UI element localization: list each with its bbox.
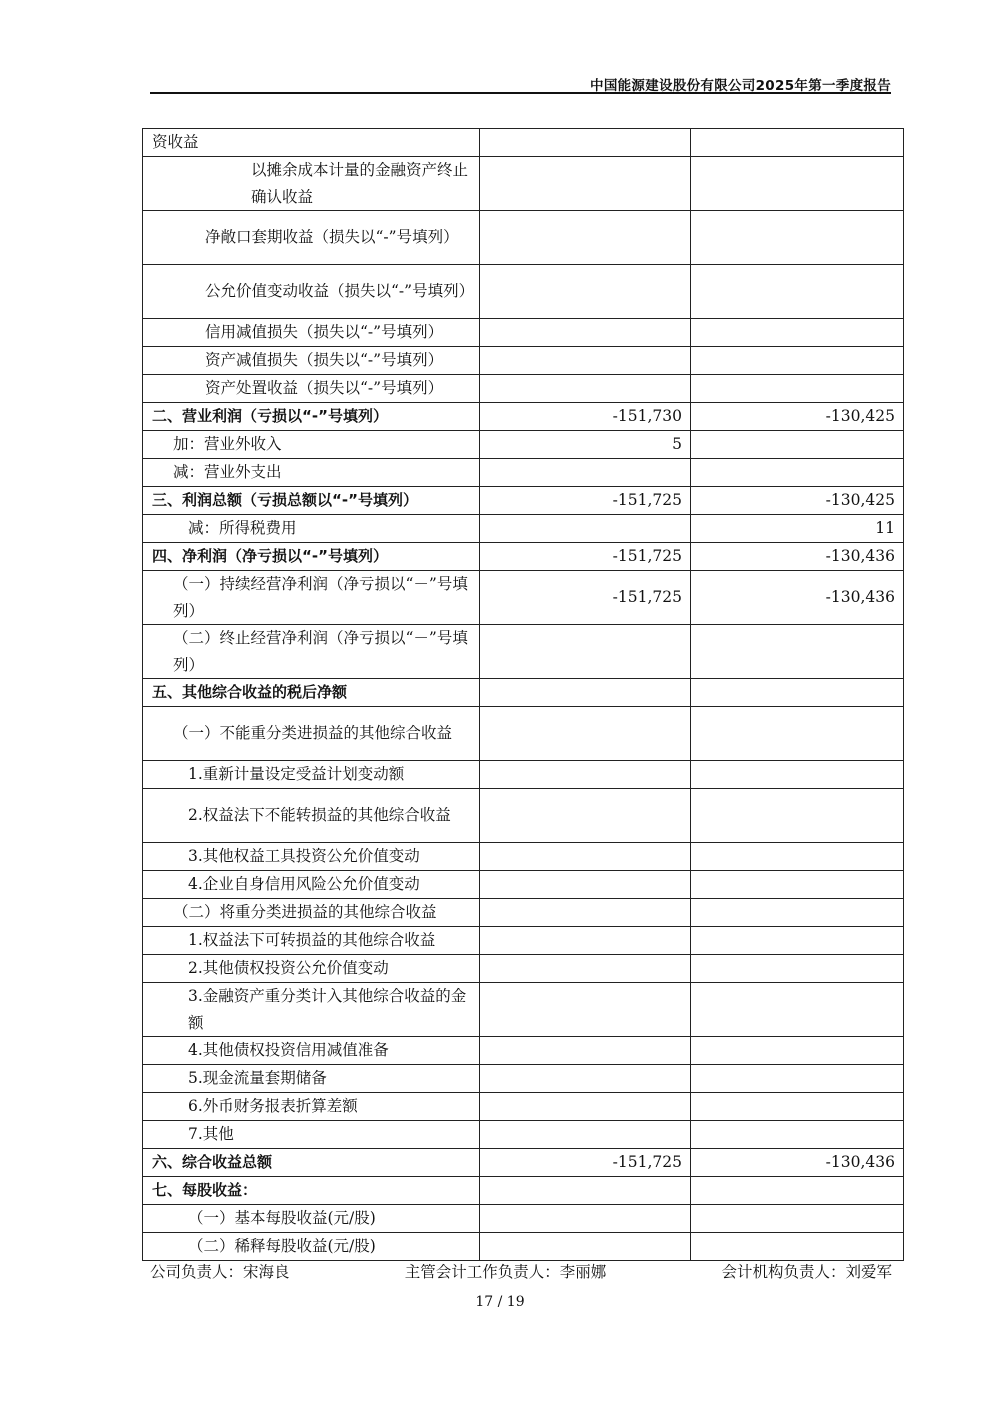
row-label: 六、综合收益总额 — [143, 1149, 480, 1177]
row-label: 减：营业外支出 — [143, 459, 480, 487]
table-row — [143, 1065, 904, 1093]
current-period-value — [480, 157, 691, 211]
table-row — [143, 843, 904, 871]
row-label: 净敞口套期收益（损失以“-”号填列） — [143, 211, 480, 265]
table-row — [143, 375, 904, 403]
table-row — [143, 871, 904, 899]
current-period-value — [480, 1205, 691, 1233]
table-row — [143, 515, 904, 543]
current-period-value — [480, 789, 691, 843]
row-label: 资产减值损失（损失以“-”号填列） — [143, 347, 480, 375]
table-row — [143, 403, 904, 431]
row-label: 6.外币财务报表折算差额 — [143, 1093, 480, 1121]
current-period-value — [480, 983, 691, 1037]
current-period-value — [480, 347, 691, 375]
row-label: 三、利润总额（亏损总额以“-”号填列） — [143, 487, 480, 515]
prior-period-value — [691, 707, 904, 761]
row-label: （二）终止经营净利润（净亏损以“－”号填列） — [143, 625, 480, 679]
row-label: 资产处置收益（损失以“-”号填列） — [143, 375, 480, 403]
table-row — [143, 347, 904, 375]
table-row — [143, 571, 904, 625]
row-label: （一）基本每股收益(元/股) — [143, 1205, 480, 1233]
prior-period-value — [691, 431, 904, 459]
current-period-value — [480, 1233, 691, 1261]
page-number: 17 / 19 — [475, 1294, 525, 1310]
prior-period-value — [691, 1121, 904, 1149]
table-row — [143, 211, 904, 265]
current-period-value — [480, 707, 691, 761]
table-row — [143, 707, 904, 761]
table-row — [143, 265, 904, 319]
current-period-value: 5 — [480, 431, 691, 459]
signature-footer — [150, 1260, 892, 1282]
row-label: （一）不能重分类进损益的其他综合收益 — [143, 707, 480, 761]
row-label: 2.其他债权投资公允价值变动 — [143, 955, 480, 983]
row-label: （一）持续经营净利润（净亏损以“－”号填列） — [143, 571, 480, 625]
row-label: 2.权益法下不能转损益的其他综合收益 — [143, 789, 480, 843]
row-label: 1.权益法下可转损益的其他综合收益 — [143, 927, 480, 955]
table-row — [143, 543, 904, 571]
table-row — [143, 129, 904, 157]
prior-period-value — [691, 955, 904, 983]
prior-period-value — [691, 1037, 904, 1065]
current-period-value — [480, 1121, 691, 1149]
prior-period-value — [691, 625, 904, 679]
prior-period-value — [691, 157, 904, 211]
table-row — [143, 1093, 904, 1121]
table-row — [143, 625, 904, 679]
current-period-value — [480, 319, 691, 347]
current-period-value — [480, 129, 691, 157]
prior-period-value — [691, 789, 904, 843]
current-period-value — [480, 679, 691, 707]
row-label: 公允价值变动收益（损失以“-”号填列） — [143, 265, 480, 319]
current-period-value — [480, 871, 691, 899]
prior-period-value: -130,436 — [691, 543, 904, 571]
current-period-value — [480, 955, 691, 983]
table-row — [143, 157, 904, 211]
prior-period-value — [691, 1177, 904, 1205]
prior-period-value — [691, 679, 904, 707]
prior-period-value: -130,425 — [691, 403, 904, 431]
current-period-value — [480, 1093, 691, 1121]
current-period-value: -151,725 — [480, 487, 691, 515]
row-label: 以摊余成本计量的金融资产终止确认收益 — [143, 157, 480, 211]
table-row — [143, 927, 904, 955]
prior-period-value — [691, 1093, 904, 1121]
current-period-value — [480, 899, 691, 927]
table-row — [143, 1121, 904, 1149]
accounting-head-signature: 主管会计工作负责人：李丽娜 — [404, 1263, 607, 1281]
row-label: （二）稀释每股收益(元/股) — [143, 1233, 480, 1261]
table-row — [143, 459, 904, 487]
row-label: 7.其他 — [143, 1121, 480, 1149]
prior-period-value — [691, 1065, 904, 1093]
row-label: 1.重新计量设定受益计划变动额 — [143, 761, 480, 789]
current-period-value — [480, 1177, 691, 1205]
row-label: 5.现金流量套期储备 — [143, 1065, 480, 1093]
table-row — [143, 1177, 904, 1205]
prior-period-value — [691, 319, 904, 347]
prior-period-value: -130,436 — [691, 571, 904, 625]
prior-period-value — [691, 129, 904, 157]
table-row — [143, 789, 904, 843]
prior-period-value: -130,436 — [691, 1149, 904, 1177]
prior-period-value — [691, 375, 904, 403]
current-period-value — [480, 459, 691, 487]
table-row — [143, 983, 904, 1037]
table-row — [143, 1233, 904, 1261]
header-rule — [150, 92, 891, 94]
table-row — [143, 431, 904, 459]
accounting-org-head-signature: 会计机构负责人：刘爱军 — [721, 1263, 892, 1281]
current-period-value — [480, 515, 691, 543]
current-period-value — [480, 625, 691, 679]
company-head-signature: 公司负责人：宋海良 — [150, 1263, 290, 1281]
table-row — [143, 487, 904, 515]
table-row — [143, 679, 904, 707]
table-row — [143, 955, 904, 983]
prior-period-value — [691, 983, 904, 1037]
row-label: （二）将重分类进损益的其他综合收益 — [143, 899, 480, 927]
table-row — [143, 1149, 904, 1177]
table-row — [143, 761, 904, 789]
current-period-value — [480, 761, 691, 789]
table-row — [143, 1205, 904, 1233]
prior-period-value — [691, 459, 904, 487]
table-row — [143, 899, 904, 927]
row-label: 4.其他债权投资信用减值准备 — [143, 1037, 480, 1065]
current-period-value — [480, 1037, 691, 1065]
prior-period-value — [691, 211, 904, 265]
row-label: 信用减值损失（损失以“-”号填列） — [143, 319, 480, 347]
current-period-value — [480, 843, 691, 871]
prior-period-value — [691, 347, 904, 375]
prior-period-value — [691, 761, 904, 789]
row-label: 3.其他权益工具投资公允价值变动 — [143, 843, 480, 871]
current-period-value: -151,725 — [480, 543, 691, 571]
current-period-value — [480, 1065, 691, 1093]
income-statement-table — [142, 128, 904, 1261]
row-label: 减：所得税费用 — [143, 515, 480, 543]
current-period-value — [480, 927, 691, 955]
current-period-value — [480, 375, 691, 403]
row-label: 4.企业自身信用风险公允价值变动 — [143, 871, 480, 899]
table-row — [143, 319, 904, 347]
current-period-value — [480, 211, 691, 265]
prior-period-value — [691, 871, 904, 899]
current-period-value — [480, 265, 691, 319]
row-label: 资收益 — [143, 129, 480, 157]
row-label: 二、营业利润（亏损以“-”号填列） — [143, 403, 480, 431]
row-label: 四、净利润（净亏损以“-”号填列） — [143, 543, 480, 571]
prior-period-value — [691, 1233, 904, 1261]
prior-period-value — [691, 899, 904, 927]
prior-period-value — [691, 1205, 904, 1233]
current-period-value: -151,730 — [480, 403, 691, 431]
current-period-value: -151,725 — [480, 571, 691, 625]
report-header-title: 中国能源建设股份有限公司2025年第一季度报告 — [590, 78, 891, 94]
income-statement-body — [143, 129, 904, 1261]
prior-period-value: -130,425 — [691, 487, 904, 515]
row-label: 加：营业外收入 — [143, 431, 480, 459]
row-label: 五、其他综合收益的税后净额 — [143, 679, 480, 707]
current-period-value: -151,725 — [480, 1149, 691, 1177]
row-label: 七、每股收益： — [143, 1177, 480, 1205]
row-label: 3.金融资产重分类计入其他综合收益的金额 — [143, 983, 480, 1037]
table-row — [143, 1037, 904, 1065]
prior-period-value — [691, 265, 904, 319]
prior-period-value — [691, 843, 904, 871]
prior-period-value — [691, 927, 904, 955]
prior-period-value: 11 — [691, 515, 904, 543]
